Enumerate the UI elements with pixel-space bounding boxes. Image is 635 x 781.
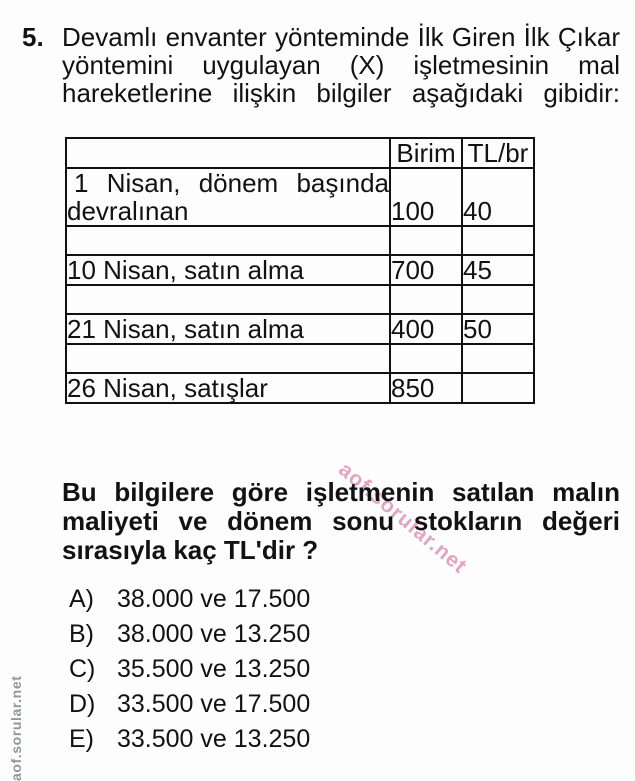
option-letter: E) [69,725,94,753]
row-tlbr-cell: 50 [462,314,534,344]
option-letter: C) [69,655,96,683]
option-letter: B) [69,620,94,648]
vertical-watermark: aof.sorular.net [8,675,24,781]
prompt-line: Bu bilgilere göre işletmenin satılan malın [62,477,620,507]
table-row [66,168,534,226]
answer-options [69,582,310,757]
row-label-cell [66,226,390,255]
row-label-line: 1 Nisan, dönem başında [74,168,389,198]
intro-line: Devamlı envanter yönteminde İlk Giren İlk Çıkar [62,22,620,52]
table-spacer-row [66,226,534,255]
option-text: 33.500 ve 17.500 [117,690,311,718]
row-birim-cell [390,344,462,373]
table-spacer-row [66,285,534,314]
row-birim-cell: 400 [390,314,462,344]
option-letter: D) [69,690,96,718]
row-tlbr-cell [462,373,534,403]
row-label-line: devralınan [67,196,189,226]
row-birim-cell [390,226,462,255]
option-b [69,617,310,652]
row-tlbr-cell [462,285,534,314]
header-tlbr-cell: TL/br [462,138,534,168]
table-row [66,373,534,403]
question-number: 5. [22,22,44,52]
inventory-table [65,137,535,404]
prompt-line: sırasıyla kaç TL'dir ? [62,535,319,565]
row-label-cell [66,344,390,373]
row-birim-cell: 850 [390,373,462,403]
option-text: 35.500 ve 13.250 [117,655,311,683]
row-birim-cell [390,285,462,314]
table-header-row [66,138,534,168]
row-birim-cell: 700 [390,255,462,285]
row-label-cell: 26 Nisan, satışlar [66,373,390,403]
row-tlbr-cell: 40 [462,168,534,226]
intro-line: hareketlerine ilişkin bilgiler aşağıdaki gibidir: [62,78,620,108]
option-text: 33.500 ve 13.250 [117,725,311,753]
question-intro [62,23,620,107]
table-spacer-row [66,344,534,373]
prompt-line: maliyeti ve dönem sonu stokların değeri [62,506,620,536]
row-birim-cell: 100 [390,168,462,226]
table-row [66,314,534,344]
option-a [69,582,310,617]
intro-line: yöntemini uygulayan (X) işletmesinin mal [62,50,620,80]
row-label-cell [66,168,390,226]
row-label-cell: 21 Nisan, satın alma [66,314,390,344]
header-empty-cell [66,138,390,168]
row-label-cell [66,285,390,314]
diagonal-watermark: aof.sorular.net [334,458,472,579]
row-tlbr-cell [462,226,534,255]
table-row [66,255,534,285]
option-d [69,687,310,722]
row-label-cell: 10 Nisan, satın alma [66,255,390,285]
row-tlbr-cell [462,344,534,373]
header-birim-cell: Birim [390,138,462,168]
option-text: 38.000 ve 17.500 [117,585,311,613]
option-text: 38.000 ve 13.250 [117,620,311,648]
option-c [69,652,310,687]
option-e [69,722,310,757]
question-prompt [62,478,620,565]
row-tlbr-cell: 45 [462,255,534,285]
option-letter: A) [69,585,94,613]
